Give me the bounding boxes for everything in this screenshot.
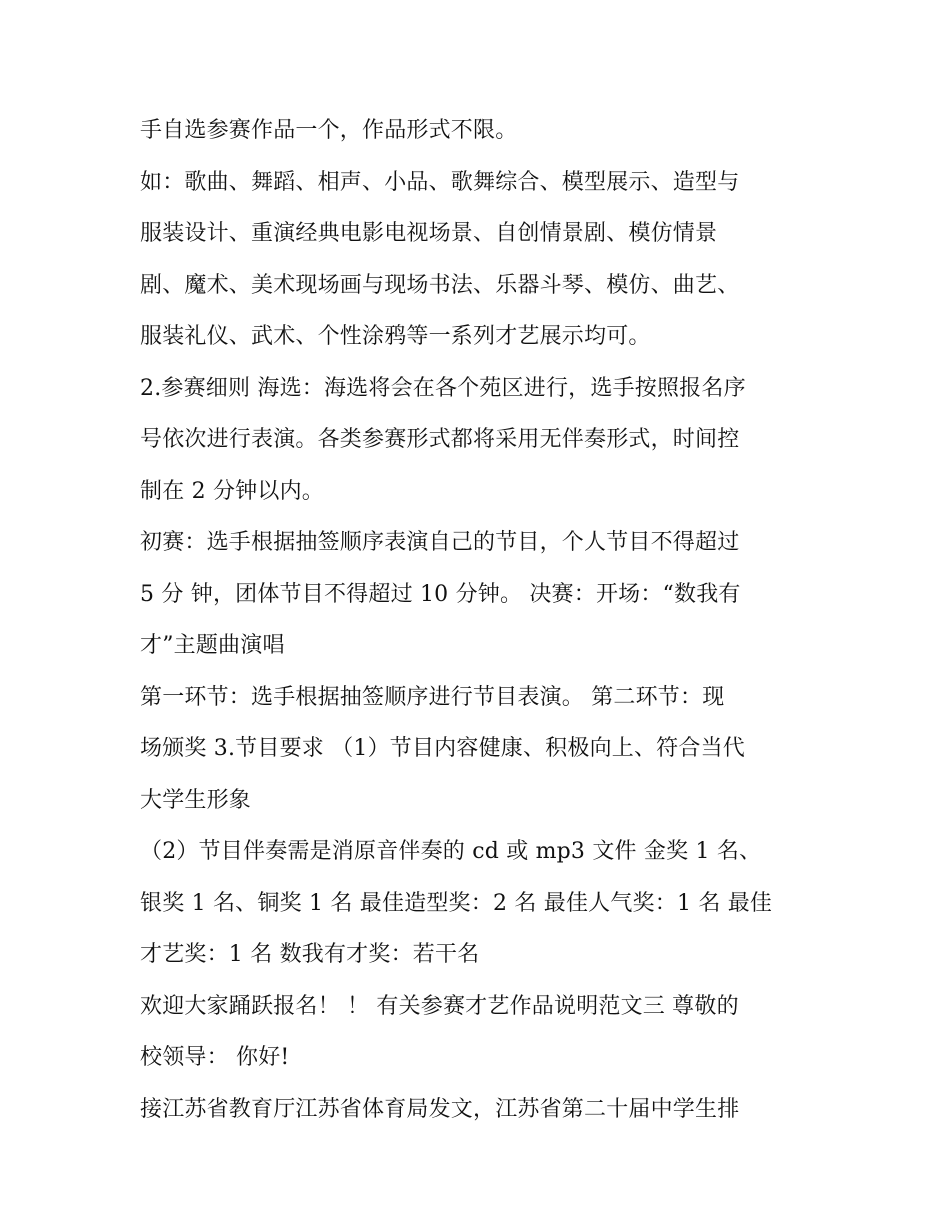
text-line: 接江苏省教育厅江苏省体育局发文，江苏省第二十届中学生排 [140, 1096, 740, 1122]
text-line: 如：歌曲、舞蹈、相声、小品、歌舞综合、模型展示、造型与 [140, 169, 740, 195]
text-line: 校领导： 你好! [140, 1045, 290, 1070]
text-line: 服装礼仪、武术、个性涂鸦等一系列才艺展示均可。 [140, 324, 651, 349]
text-line: 2.参赛细则 海选：海选将会在各个苑区进行，选手按照报名序 [140, 375, 746, 401]
text-line: 服装设计、重演经典电影电视场景、自创情景剧、模仿情景 [140, 221, 718, 246]
text-line: 才艺奖：1 名 数我有才奖：若干名 [140, 942, 480, 967]
text-line: 手自选参赛作品一个，作品形式不限。 [140, 118, 518, 143]
text-line: （2）节目伴奏需是消原音伴奏的 cd 或 mp3 文件 金奖 1 名、 [140, 839, 762, 864]
text-line: 初赛：选手根据抽签顺序表演自己的节目，个人节目不得超过 [140, 530, 740, 555]
text-line: 5 分 钟，团体节目不得超过 10 分钟。 决赛：开场：“数我有 [140, 581, 741, 607]
text-line: 银奖 1 名、铜奖 1 名 最佳造型奖：2 名 最佳人气奖：1 名 最佳 [140, 890, 773, 916]
text-line: 才”主题曲演唱 [140, 633, 285, 658]
text-line: 制在 2 分钟以内。 [140, 478, 324, 504]
text-line: 欢迎大家踊跃报名！ ！ 有关参赛才艺作品说明范文三 尊敬的 [140, 993, 739, 1019]
text-line: 剧、魔术、美术现场画与现场书法、乐器斗琴、模仿、曲艺、 [140, 272, 740, 298]
text-line: 大学生形象 [140, 787, 252, 813]
text-line: 第一环节：选手根据抽签顺序进行节目表演。 第二环节：现 [140, 684, 725, 710]
document-body [140, 105, 830, 1135]
text-line: 号依次进行表演。各类参赛形式都将采用无伴奏形式，时间控 [140, 427, 740, 452]
text-line: 场颁奖 3.节目要求 （1）节目内容健康、积极向上、符合当代 [140, 736, 745, 761]
